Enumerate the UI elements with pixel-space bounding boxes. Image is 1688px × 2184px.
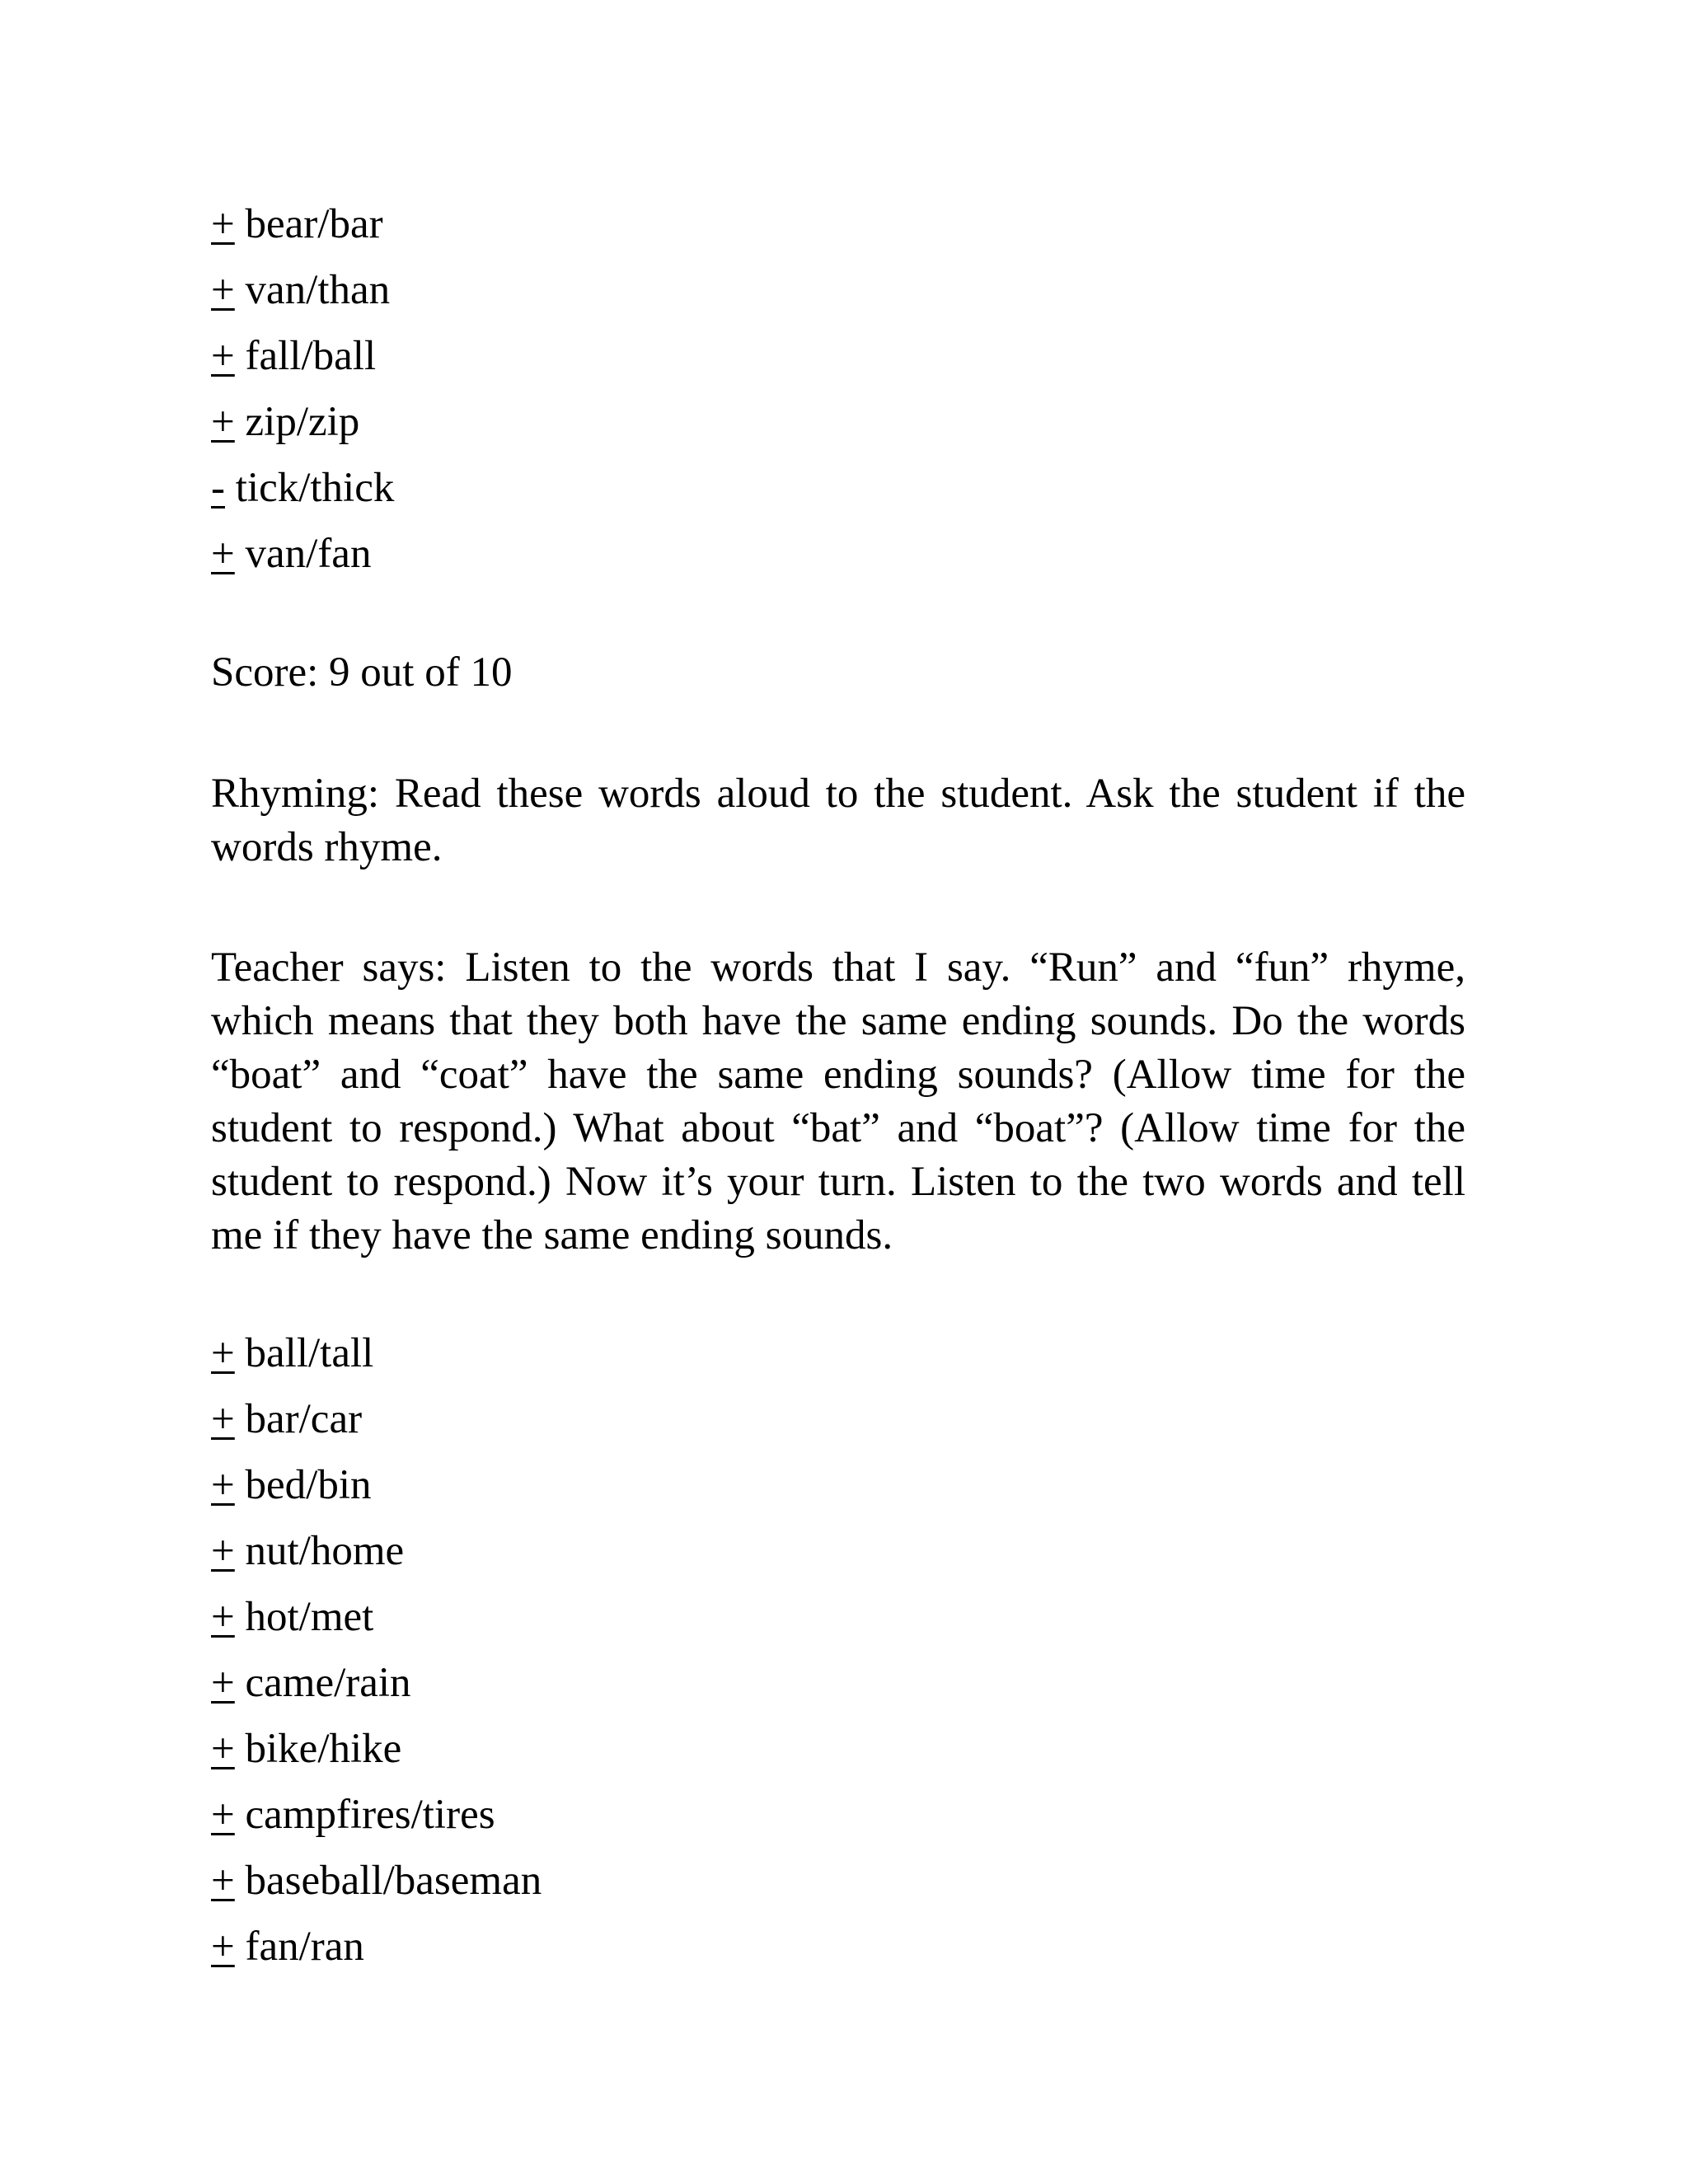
list-item xyxy=(211,1650,1465,1716)
word-pair: bed/bin xyxy=(245,1462,372,1508)
word-pair-list-second xyxy=(211,1320,1465,1980)
list-item xyxy=(211,323,1465,389)
item-mark: + xyxy=(211,531,235,577)
word-pair: ball/tall xyxy=(245,1330,374,1376)
item-mark: + xyxy=(211,1858,235,1904)
word-pair: hot/met xyxy=(245,1594,374,1640)
item-mark: + xyxy=(211,1726,235,1772)
word-pair: fan/ran xyxy=(245,1924,364,1970)
word-pair: nut/home xyxy=(245,1528,405,1574)
item-mark: + xyxy=(211,1462,235,1508)
list-item xyxy=(211,455,1465,521)
teacher-script: Teacher says: Listen to the words that I say. “Run” and “fun” rhyme, which means that they both have the same ending sounds. Do the words “boat” and “coat” have the same ending sounds? (Allow time for the student to respond.) What about “bat” and “boat”? (Allow time for the student to respond.) Now it’s your turn. Listen to the two words and tell me if they have the same ending sounds. xyxy=(211,944,1465,1258)
word-pair: fall/ball xyxy=(245,333,377,379)
list-item xyxy=(211,1518,1465,1584)
list-item xyxy=(211,1716,1465,1782)
list-item xyxy=(211,1386,1465,1452)
list-item xyxy=(211,1584,1465,1650)
list-item xyxy=(211,257,1465,323)
item-mark: + xyxy=(211,1924,235,1970)
score-line: Score: 9 out of 10 xyxy=(211,649,513,696)
list-item xyxy=(211,1782,1465,1848)
word-pair: baseball/baseman xyxy=(245,1858,542,1904)
item-mark: + xyxy=(211,201,235,247)
item-mark: + xyxy=(211,1792,235,1838)
item-mark: + xyxy=(211,333,235,379)
item-mark: + xyxy=(211,1594,235,1640)
list-item xyxy=(211,1320,1465,1386)
word-pair: tick/thick xyxy=(235,465,395,511)
item-mark: + xyxy=(211,1330,235,1376)
item-mark: + xyxy=(211,1396,235,1442)
item-mark: - xyxy=(211,465,225,511)
word-pair: bear/bar xyxy=(245,201,383,247)
word-pair: van/fan xyxy=(245,531,372,577)
list-item xyxy=(211,389,1465,455)
item-mark: + xyxy=(211,1528,235,1574)
list-item xyxy=(211,191,1465,257)
word-pair-list-first xyxy=(211,191,1465,587)
item-mark: + xyxy=(211,1660,235,1706)
word-pair: zip/zip xyxy=(245,399,360,445)
list-item xyxy=(211,1848,1465,1914)
word-pair: campfires/tires xyxy=(245,1792,495,1838)
word-pair: bike/hike xyxy=(245,1726,402,1772)
word-pair: van/than xyxy=(245,267,391,313)
list-item xyxy=(211,521,1465,587)
list-item xyxy=(211,1914,1465,1980)
word-pair: came/rain xyxy=(245,1660,411,1706)
word-pair: bar/car xyxy=(245,1396,363,1442)
rhyming-instructions: Rhyming: Read these words aloud to the student. Ask the student if the words rhyme. xyxy=(211,771,1465,870)
item-mark: + xyxy=(211,267,235,313)
item-mark: + xyxy=(211,399,235,445)
list-item xyxy=(211,1452,1465,1518)
